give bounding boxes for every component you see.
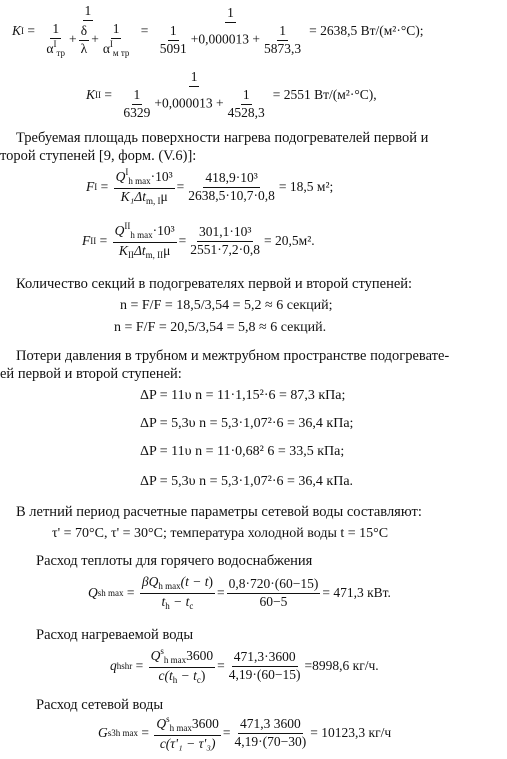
formula-f2: F II = $\frac{Q^{II}_{h max}\cdot 10^3}{K_{II}\Delta t_{m, II}\mu}$ = $\frac{\text{301,1·10³}}{2551\cdot 7,2\cdot 0,8}$ = 20,5м². bbox=[82, 221, 315, 260]
paragraph-area-1: Требуемая площадь поверхности нагрева подогревателей первой и bbox=[16, 130, 429, 146]
formula-dp4: ΔP = 5,3υ n = 5,3·1,07²·6 = 36,4 кПа. bbox=[140, 474, 354, 489]
qhr-result: =8998,6 кг/ч. bbox=[304, 658, 379, 674]
formula-dp3: ΔP = 11υ n = 11·0,68² 6 = 33,5 кПа; bbox=[140, 444, 345, 459]
paragraph-network-water: Расход сетевой воды bbox=[36, 697, 164, 713]
formula-g3: G s 3h max = $\frac{Q^s_{h max}3600}{\text{c(τ'₁ − τ'₃)}}$ = $\frac{471,3 3600}{4,19\cdot(70-30)}$ = 10123,3 кг/ч bbox=[98, 714, 392, 751]
paragraph-area-2: торой ступеней [9, форм. (V.6)]: bbox=[0, 148, 197, 164]
paragraph-heat: Расход теплоты для горячего водоснабжения bbox=[36, 553, 313, 569]
formula-k1: K I = 1 $\frac{1}{\alpha^I_{тр}}$ + $\frac{\delta}{\lambda}$ + $\frac{1}{\alpha^I_{м тр}}$ = 1 $\frac{1}{5091}$ +0,000013 + $\frac{1}{5873,3}$ = 2638,5 Вт/(м²·°С); bbox=[12, 3, 424, 58]
paragraph-sections: Количество секций в подогревателях первой и второй ступеней: bbox=[16, 276, 413, 292]
paragraph-losses-2: ей первой и второй ступеней: bbox=[0, 366, 182, 382]
formula-n1: n = F/F = 18,5/3,54 = 5,2 ≈ 6 секций; bbox=[120, 298, 333, 313]
f1-result: = 18,5 м²; bbox=[278, 179, 334, 195]
formula-f1: F I = $\frac{Q^I_{h max}\cdot 10^3}{K_1\Delta t_{m, I}\mu}$ = $\frac{\text{418,9·10³}}{2638,5\cdot 10,7\cdot 0,8}$ = 18,5 м²; bbox=[86, 167, 334, 206]
paragraph-heated-water: Расход нагреваемой воды bbox=[36, 627, 194, 643]
k1-lhs: K bbox=[12, 23, 22, 39]
formula-k2: K II = 1 $\frac{1}{6329}$ +0,000013 + $\frac{1}{4528,3}$ = 2551 Вт/(м²·°С), bbox=[86, 69, 377, 120]
g3-result: = 10123,3 кг/ч bbox=[310, 725, 392, 741]
formula-dp2: ΔP = 5,3υ n = 5,3·1,07²·6 = 36,4 кПа; bbox=[140, 416, 354, 431]
paragraph-summer: В летний период расчетные параметры сетевой воды составляют: bbox=[16, 504, 422, 520]
formula-n2: n = F/F = 20,5/3,54 = 5,8 ≈ 6 секций. bbox=[114, 320, 327, 335]
formula-dp1: ΔP = 11υ n = 11·1,15²·6 = 87,3 кПа; bbox=[140, 388, 346, 403]
formula-qhr: q hs hr = $\frac{Q^s_{h max}3600}{c(t_h - t_c)}$ = $\frac{471,3\cdot 3600}{4,19\cdot(60-15)}$ =8998,6 кг/ч. bbox=[110, 646, 379, 685]
k2-result: = 2551 Вт/(м²·°С), bbox=[272, 87, 377, 103]
f2-result: = 20,5м². bbox=[264, 233, 315, 249]
formula-qs: Q s h max = $\frac{\beta Q_{h max}(t - t)}{t_h - t_c}$ = $\frac{0,8\cdot 720\cdot(60-15)}{60-5}$ = 471,3 кВт. bbox=[88, 574, 391, 611]
paragraph-losses-1: Потери давления в трубном и межтрубном пространстве подогревате- bbox=[16, 348, 450, 364]
qs-result: = 471,3 кВт. bbox=[322, 585, 391, 601]
formula-summer: τ' = 70°C, τ' = 30°C; температура холодной воды t = 15°C bbox=[52, 526, 389, 541]
k1-result: = 2638,5 Вт/(м²·°С); bbox=[309, 23, 424, 39]
